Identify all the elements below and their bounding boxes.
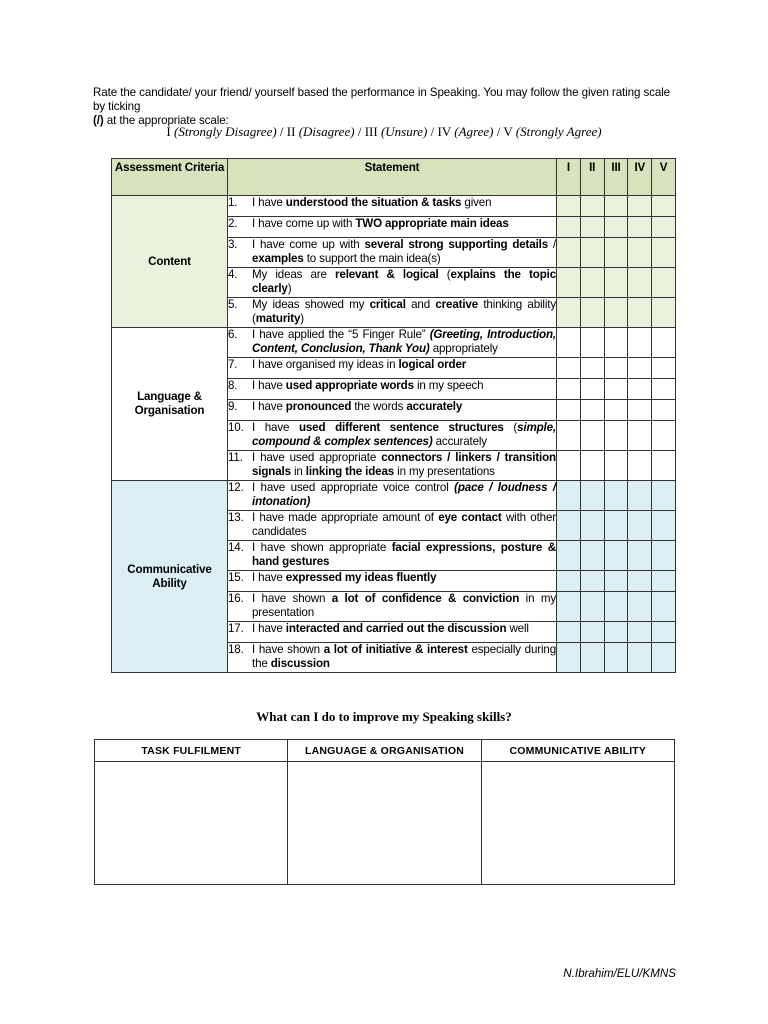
scale-iii-label: (Unsure) <box>380 124 428 139</box>
statement-text <box>252 451 556 479</box>
statement-fragment: I have come up with <box>252 217 356 230</box>
rating-checkbox-iii[interactable] <box>604 238 628 268</box>
statement-fragment: in my presentations <box>394 465 495 478</box>
rating-checkbox-i[interactable] <box>557 592 581 622</box>
statement-number: 14. <box>228 541 244 554</box>
rating-checkbox-i[interactable] <box>557 511 581 541</box>
rating-checkbox-iv[interactable] <box>628 643 652 673</box>
rating-checkbox-i[interactable] <box>557 451 581 481</box>
statement-number: 15. <box>228 571 244 584</box>
statement-row <box>112 481 676 511</box>
scale-v-label: (Strongly Agree) <box>515 124 602 139</box>
statement-keyword: a lot of initiative & interest <box>323 643 468 656</box>
statement-text <box>252 622 556 636</box>
statement-keyword: expressed my ideas fluently <box>285 571 437 584</box>
rating-checkbox-ii[interactable] <box>580 592 604 622</box>
rating-checkbox-v[interactable] <box>652 571 676 592</box>
statement-cell <box>228 571 557 592</box>
statement-number: 4. <box>228 268 238 281</box>
criteria-cell: Language & Organisation <box>112 328 228 481</box>
statement-cell <box>228 421 557 451</box>
rating-checkbox-i[interactable] <box>557 238 581 268</box>
statement-text <box>252 268 556 296</box>
col-language-organisation: LANGUAGE & ORGANISATION <box>288 740 481 762</box>
scale-sep: / <box>493 124 504 139</box>
statement-number: 1. <box>228 196 238 209</box>
statement-number: 3. <box>228 238 238 251</box>
rating-checkbox-iii[interactable] <box>604 421 628 451</box>
statement-fragment: I have <box>252 379 286 392</box>
statement-number: 6. <box>228 328 238 341</box>
rating-checkbox-i[interactable] <box>557 358 581 379</box>
header-statement: Statement <box>228 159 557 196</box>
statement-emphasis: (pace / loudness / intonation) <box>252 481 556 508</box>
statement-fragment: thinking ability ( <box>252 298 556 325</box>
instructions-line1: Rate the candidate/ your friend/ yourself based the performance in Speaking. You may follow the given rating scale by ticking <box>93 86 671 113</box>
scale-sep: / <box>354 124 365 139</box>
statement-keyword: used appropriate words <box>285 379 414 392</box>
statement-cell <box>228 238 557 268</box>
rating-checkbox-ii[interactable] <box>580 358 604 379</box>
rating-checkbox-iv[interactable] <box>628 358 652 379</box>
rating-checkbox-iii[interactable] <box>604 622 628 643</box>
statement-keyword: maturity <box>255 312 301 325</box>
statement-keyword: interacted and carried out the discussion <box>285 622 507 635</box>
instructions <box>93 86 681 128</box>
statement-fragment: I have applied the “5 Finger Rule” <box>252 328 430 341</box>
rating-checkbox-iii[interactable] <box>604 481 628 511</box>
statement-fragment: I have <box>252 622 286 635</box>
statement-number: 7. <box>228 358 238 371</box>
rating-checkbox-i[interactable] <box>557 217 581 238</box>
rating-checkbox-v[interactable] <box>652 541 676 571</box>
scale-ii: II <box>286 124 296 139</box>
scale-i: I <box>166 124 171 139</box>
statement-fragment: the words <box>351 400 407 413</box>
statement-text <box>252 238 556 266</box>
statement-number: 12. <box>228 481 244 494</box>
statement-number: 13. <box>228 511 244 524</box>
statement-cell <box>228 511 557 541</box>
rating-checkbox-ii[interactable] <box>580 196 604 217</box>
statement-number: 5. <box>228 298 238 311</box>
statement-text <box>252 643 556 671</box>
scale-ii-label: (Disagree) <box>298 124 355 139</box>
statement-keyword: a lot of confidence & conviction <box>331 592 520 605</box>
statement-number: 17. <box>228 622 244 635</box>
rating-checkbox-v[interactable] <box>652 238 676 268</box>
scale-iv-label: (Agree) <box>454 124 494 139</box>
statement-fragment: / <box>548 238 556 251</box>
rating-checkbox-ii[interactable] <box>580 622 604 643</box>
statement-fragment: I have <box>252 421 299 434</box>
rating-checkbox-ii[interactable] <box>580 379 604 400</box>
criteria-cell: Communicative Ability <box>112 481 228 673</box>
statement-fragment: My ideas showed my <box>252 298 370 311</box>
rating-checkbox-v[interactable] <box>652 421 676 451</box>
statement-keyword: connectors / linkers / transition signals <box>252 451 556 478</box>
rating-checkbox-iii[interactable] <box>604 643 628 673</box>
statement-fragment: accurately <box>432 435 487 448</box>
header-assessment-criteria: Assessment Criteria <box>112 159 228 196</box>
rating-checkbox-ii[interactable] <box>580 481 604 511</box>
statement-keyword: logical order <box>398 358 467 371</box>
statement-fragment: with other candidates <box>252 511 556 538</box>
statement-number: 8. <box>228 379 238 392</box>
rating-table-header <box>112 159 676 196</box>
rating-checkbox-ii[interactable] <box>580 328 604 358</box>
rating-checkbox-v[interactable] <box>652 196 676 217</box>
rating-checkbox-iv[interactable] <box>628 400 652 421</box>
statement-cell <box>228 196 557 217</box>
rating-checkbox-iv[interactable] <box>628 592 652 622</box>
header-scale-v: V <box>652 159 676 196</box>
rating-checkbox-i[interactable] <box>557 328 581 358</box>
header-scale-iii: III <box>604 159 628 196</box>
scale-i-label: (Strongly Disagree) <box>174 124 277 139</box>
statement-text <box>252 481 556 509</box>
rating-checkbox-i[interactable] <box>557 298 581 328</box>
statement-keyword: creative <box>435 298 478 311</box>
col-communicative-ability: COMMUNICATIVE ABILITY <box>481 740 674 762</box>
rating-checkbox-v[interactable] <box>652 622 676 643</box>
statement-cell <box>228 451 557 481</box>
rating-checkbox-i[interactable] <box>557 643 581 673</box>
statement-emphasis: (Greeting, Introduction, Content, Conclusion, Thank You) <box>252 328 556 355</box>
rating-checkbox-iv[interactable] <box>628 511 652 541</box>
statement-fragment: I have <box>252 196 286 209</box>
statement-fragment: to support the main idea(s) <box>303 252 441 265</box>
language-organisation-entry[interactable] <box>288 762 481 885</box>
statement-keyword: understood the situation & tasks <box>285 196 462 209</box>
statement-keyword: pronounced <box>285 400 352 413</box>
tick-symbol: (/) <box>93 114 104 127</box>
rating-checkbox-iv[interactable] <box>628 421 652 451</box>
rating-checkbox-iv[interactable] <box>628 481 652 511</box>
rating-checkbox-iii[interactable] <box>604 268 628 298</box>
rating-checkbox-ii[interactable] <box>580 217 604 238</box>
statement-row <box>112 328 676 358</box>
statement-fragment: I have used appropriate <box>252 451 382 464</box>
rating-checkbox-i[interactable] <box>557 571 581 592</box>
statement-number: 18. <box>228 643 244 656</box>
rating-checkbox-i[interactable] <box>557 196 581 217</box>
rating-checkbox-iv[interactable] <box>628 571 652 592</box>
statement-fragment: especially during the <box>252 643 556 670</box>
rating-checkbox-v[interactable] <box>652 592 676 622</box>
rating-checkbox-i[interactable] <box>557 400 581 421</box>
statement-text <box>252 592 556 620</box>
rating-checkbox-ii[interactable] <box>580 571 604 592</box>
statement-number: 2. <box>228 217 238 230</box>
statement-text <box>252 217 556 231</box>
rating-checkbox-iii[interactable] <box>604 328 628 358</box>
statement-text <box>252 571 556 585</box>
statement-fragment: and <box>405 298 436 311</box>
statement-keyword: critical <box>369 298 406 311</box>
statement-fragment: ) <box>287 282 292 295</box>
statement-text <box>252 298 556 326</box>
header-scale-ii: II <box>580 159 604 196</box>
statement-keyword: discussion <box>270 657 330 670</box>
statement-keyword: several strong supporting details <box>364 238 549 251</box>
statement-cell <box>228 358 557 379</box>
rating-checkbox-v[interactable] <box>652 451 676 481</box>
statement-fragment: ( <box>503 421 518 434</box>
scale-iv: IV <box>437 124 451 139</box>
communicative-ability-entry[interactable] <box>481 762 674 885</box>
rating-checkbox-iii[interactable] <box>604 571 628 592</box>
statement-keyword: used different sentence structures <box>298 421 504 434</box>
statement-cell <box>228 592 557 622</box>
statement-number: 11. <box>228 451 243 464</box>
rating-scale-legend <box>0 124 768 140</box>
scale-sep: / <box>276 124 287 139</box>
rating-checkbox-ii[interactable] <box>580 298 604 328</box>
footer-credit: N.Ibrahim/ELU/KMNS <box>563 967 676 980</box>
criteria-cell: Content <box>112 196 228 328</box>
rating-checkbox-iv[interactable] <box>628 217 652 238</box>
improvement-table <box>94 739 675 885</box>
rating-checkbox-iii[interactable] <box>604 511 628 541</box>
statement-fragment: I have shown appropriate <box>252 541 392 554</box>
rating-checkbox-iv[interactable] <box>628 328 652 358</box>
rating-checkbox-v[interactable] <box>652 511 676 541</box>
rating-checkbox-iv[interactable] <box>628 238 652 268</box>
statement-text <box>252 196 556 210</box>
rating-checkbox-v[interactable] <box>652 328 676 358</box>
statement-fragment: ( <box>438 268 451 281</box>
rating-checkbox-iv[interactable] <box>628 541 652 571</box>
rating-checkbox-v[interactable] <box>652 400 676 421</box>
rating-checkbox-i[interactable] <box>557 622 581 643</box>
statement-cell <box>228 622 557 643</box>
statement-text <box>252 541 556 569</box>
rating-checkbox-iii[interactable] <box>604 358 628 379</box>
rating-checkbox-ii[interactable] <box>580 511 604 541</box>
header-scale-iv: IV <box>628 159 652 196</box>
statement-fragment: ) <box>300 312 304 325</box>
statement-cell <box>228 217 557 238</box>
rating-checkbox-ii[interactable] <box>580 451 604 481</box>
statement-fragment: I have made appropriate amount of <box>252 511 439 524</box>
rating-checkbox-i[interactable] <box>557 541 581 571</box>
statement-fragment: well <box>506 622 529 635</box>
statement-cell <box>228 643 557 673</box>
rating-checkbox-ii[interactable] <box>580 268 604 298</box>
statement-fragment: I have come up with <box>252 238 365 251</box>
rating-checkbox-ii[interactable] <box>580 541 604 571</box>
statement-keyword: eye contact <box>438 511 502 524</box>
rating-checkbox-v[interactable] <box>652 481 676 511</box>
statement-cell <box>228 481 557 511</box>
rating-checkbox-iii[interactable] <box>604 541 628 571</box>
rating-checkbox-ii[interactable] <box>580 643 604 673</box>
rating-checkbox-iii[interactable] <box>604 592 628 622</box>
statement-fragment: I have <box>252 400 286 413</box>
rating-checkbox-v[interactable] <box>652 358 676 379</box>
rating-checkbox-v[interactable] <box>652 268 676 298</box>
statement-fragment: in my presentation <box>252 592 556 619</box>
statement-emphasis: simple, compound & complex sentences) <box>252 421 556 448</box>
rating-checkbox-iv[interactable] <box>628 298 652 328</box>
rating-checkbox-i[interactable] <box>557 421 581 451</box>
statement-keyword: relevant & logical <box>335 268 439 281</box>
rating-checkbox-v[interactable] <box>652 643 676 673</box>
statement-fragment: I have <box>252 571 286 584</box>
instructions-line2: at the appropriate scale: <box>103 114 229 127</box>
statement-keyword: linking the ideas <box>305 465 395 478</box>
statement-cell <box>228 328 557 358</box>
rating-checkbox-i[interactable] <box>557 268 581 298</box>
statement-cell <box>228 379 557 400</box>
task-fulfilment-entry[interactable] <box>95 762 288 885</box>
rating-checkbox-v[interactable] <box>652 298 676 328</box>
rating-checkbox-iii[interactable] <box>604 400 628 421</box>
improve-question: What can I do to improve my Speaking skills? <box>256 709 512 724</box>
rating-checkbox-i[interactable] <box>557 481 581 511</box>
rating-checkbox-iv[interactable] <box>628 268 652 298</box>
statement-row <box>112 196 676 217</box>
statement-keyword: TWO appropriate main ideas <box>355 217 509 230</box>
rating-checkbox-v[interactable] <box>652 379 676 400</box>
statement-fragment: I have organised my ideas in <box>252 358 399 371</box>
statement-text <box>252 511 556 539</box>
rating-checkbox-iii[interactable] <box>604 217 628 238</box>
scale-iii: III <box>364 124 378 139</box>
statement-cell <box>228 298 557 328</box>
rating-checkbox-ii[interactable] <box>580 421 604 451</box>
statement-keyword: facial expressions, posture & hand gestures <box>252 541 556 568</box>
rating-checkbox-ii[interactable] <box>580 400 604 421</box>
scale-v: V <box>503 124 513 139</box>
rating-checkbox-v[interactable] <box>652 217 676 238</box>
statement-fragment: I have shown <box>252 592 332 605</box>
statement-text <box>252 421 556 449</box>
col-task-fulfilment: TASK FULFILMENT <box>95 740 288 762</box>
rating-checkbox-ii[interactable] <box>580 238 604 268</box>
statement-keyword: accurately <box>406 400 463 413</box>
rating-checkbox-iii[interactable] <box>604 451 628 481</box>
rating-checkbox-iii[interactable] <box>604 379 628 400</box>
rating-table <box>111 158 676 673</box>
statement-text <box>252 328 556 356</box>
rating-checkbox-iii[interactable] <box>604 298 628 328</box>
statement-fragment: I have used appropriate voice control <box>252 481 455 494</box>
statement-keyword: examples <box>252 252 304 265</box>
statement-fragment: in <box>290 465 306 478</box>
statement-cell <box>228 541 557 571</box>
statement-number: 9. <box>228 400 238 413</box>
statement-fragment: given <box>461 196 492 209</box>
statement-text <box>252 379 556 393</box>
rating-checkbox-iv[interactable] <box>628 451 652 481</box>
statement-fragment: My ideas are <box>252 268 336 281</box>
statement-number: 10. <box>228 421 244 434</box>
statement-text <box>252 358 556 372</box>
statement-cell <box>228 400 557 421</box>
rating-checkbox-iv[interactable] <box>628 622 652 643</box>
rating-checkbox-iii[interactable] <box>604 196 628 217</box>
statement-keyword: explains the topic clearly <box>252 268 556 295</box>
rating-checkbox-iv[interactable] <box>628 196 652 217</box>
rating-checkbox-i[interactable] <box>557 379 581 400</box>
statement-fragment: appropriately <box>429 342 498 355</box>
header-scale-i: I <box>557 159 581 196</box>
statement-number: 16. <box>228 592 244 605</box>
rating-checkbox-iv[interactable] <box>628 379 652 400</box>
statement-fragment: I have shown <box>252 643 324 656</box>
statement-fragment: in my speech <box>413 379 484 392</box>
statement-cell <box>228 268 557 298</box>
scale-sep: / <box>427 124 438 139</box>
statement-text <box>252 400 556 414</box>
